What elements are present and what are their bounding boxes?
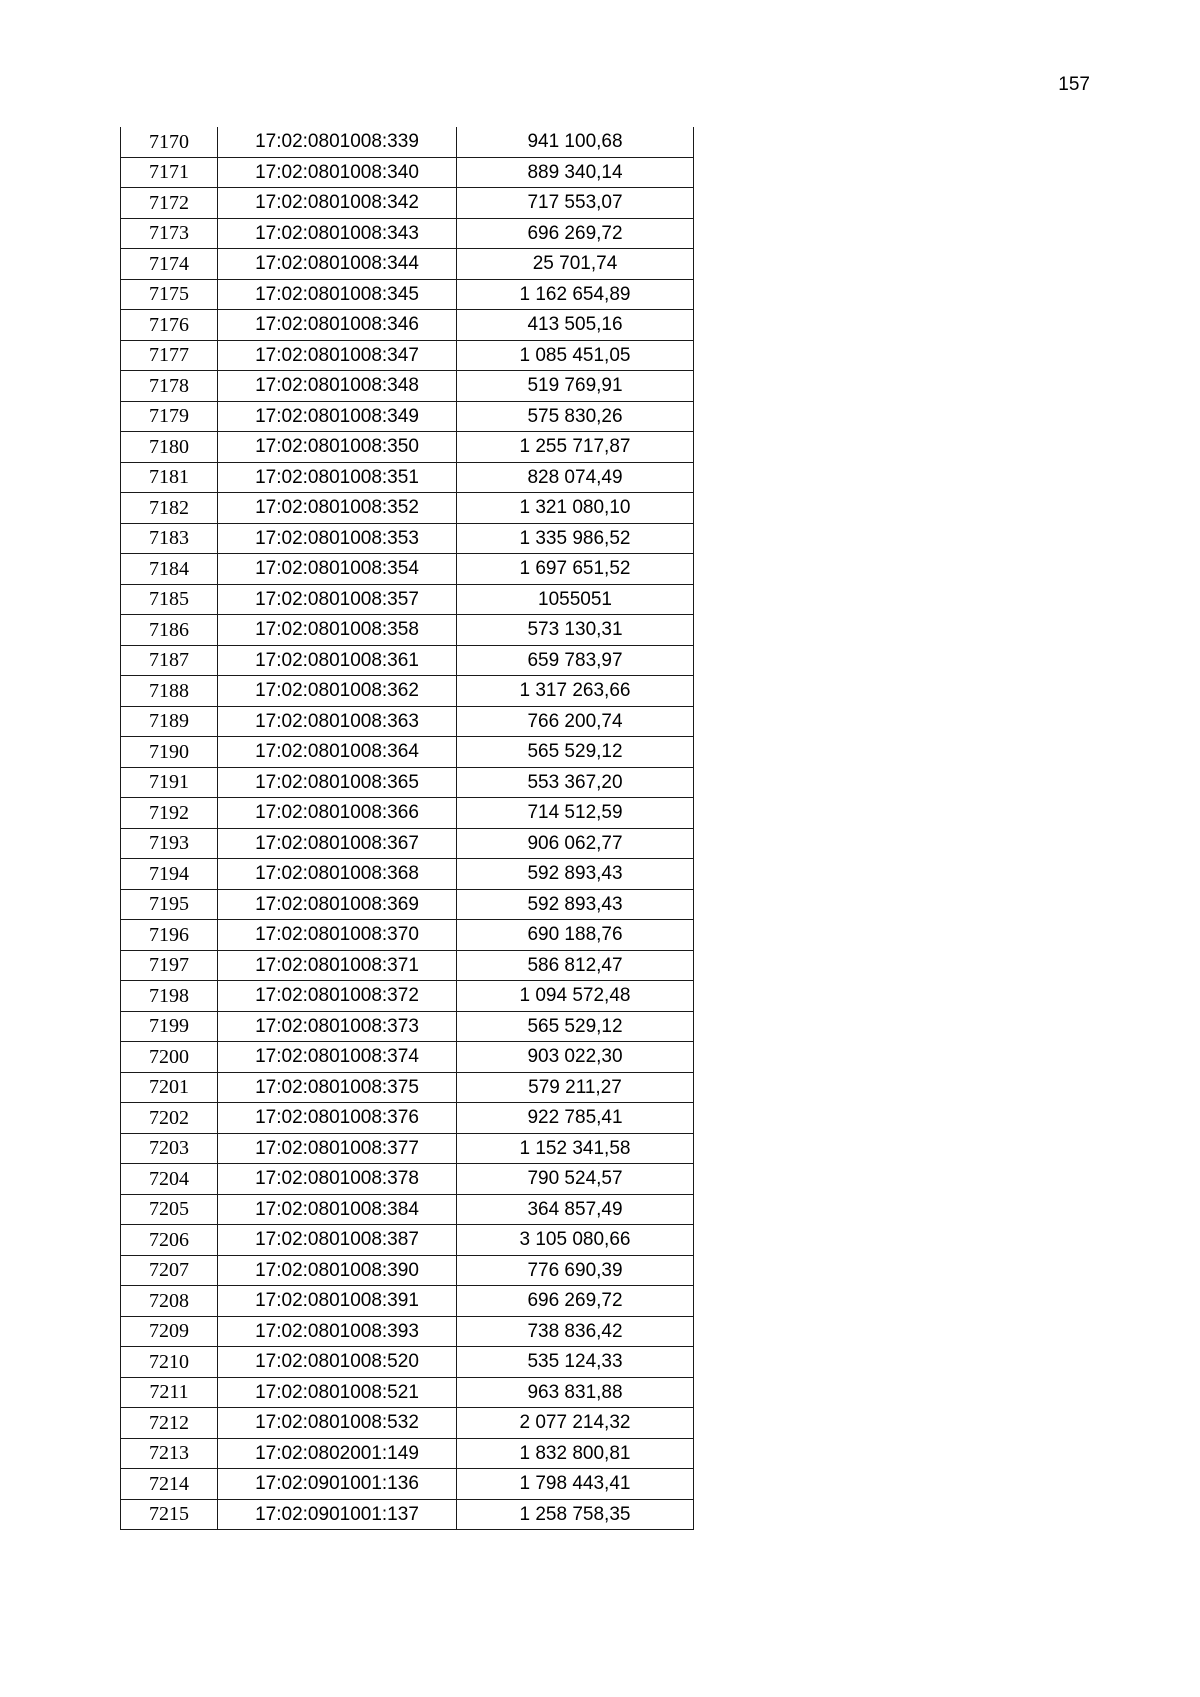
cadastral-number-cell: 17:02:0801008:353 (218, 523, 457, 554)
cadastral-value-cell: 1 152 341,58 (457, 1133, 694, 1164)
table-row (121, 615, 694, 646)
row-number-cell: 7172 (121, 188, 218, 219)
table-row (121, 1072, 694, 1103)
cadastral-number-cell: 17:02:0801008:377 (218, 1133, 457, 1164)
cadastral-number-cell: 17:02:0801008:343 (218, 218, 457, 249)
row-number-cell: 7180 (121, 432, 218, 463)
row-number-cell: 7204 (121, 1164, 218, 1195)
row-number-cell: 7197 (121, 950, 218, 981)
cadastral-number-cell: 17:02:0801008:372 (218, 981, 457, 1012)
row-number-cell: 7205 (121, 1194, 218, 1225)
table-body (121, 127, 694, 1530)
table-row (121, 767, 694, 798)
table-row (121, 706, 694, 737)
table-row (121, 188, 694, 219)
cadastral-number-cell: 17:02:0801008:364 (218, 737, 457, 768)
table-row (121, 127, 694, 157)
cadastral-number-cell: 17:02:0801008:384 (218, 1194, 457, 1225)
cadastral-number-cell: 17:02:0901001:137 (218, 1499, 457, 1530)
cadastral-number-cell: 17:02:0801008:368 (218, 859, 457, 890)
row-number-cell: 7206 (121, 1225, 218, 1256)
cadastral-value-cell: 1 832 800,81 (457, 1438, 694, 1469)
row-number-cell: 7194 (121, 859, 218, 890)
cadastral-number-cell: 17:02:0801008:391 (218, 1286, 457, 1317)
cadastral-value-cell: 2 077 214,32 (457, 1408, 694, 1439)
cadastral-number-cell: 17:02:0801008:361 (218, 645, 457, 676)
table-row (121, 340, 694, 371)
cadastral-value-cell: 714 512,59 (457, 798, 694, 829)
cadastral-value-cell: 659 783,97 (457, 645, 694, 676)
cadastral-number-cell: 17:02:0801008:366 (218, 798, 457, 829)
cadastral-value-cell: 1 255 717,87 (457, 432, 694, 463)
table-row (121, 1133, 694, 1164)
table-row (121, 1316, 694, 1347)
cadastral-number-cell: 17:02:0801008:378 (218, 1164, 457, 1195)
table-row (121, 1164, 694, 1195)
cadastral-number-cell: 17:02:0801008:346 (218, 310, 457, 341)
table-row (121, 1103, 694, 1134)
cadastral-value-table (120, 127, 694, 1530)
row-number-cell: 7186 (121, 615, 218, 646)
cadastral-value-cell: 963 831,88 (457, 1377, 694, 1408)
table-row (121, 1499, 694, 1530)
cadastral-number-cell: 17:02:0801008:344 (218, 249, 457, 280)
cadastral-number-cell: 17:02:0801008:375 (218, 1072, 457, 1103)
row-number-cell: 7210 (121, 1347, 218, 1378)
row-number-cell: 7203 (121, 1133, 218, 1164)
cadastral-value-cell: 1 697 651,52 (457, 554, 694, 585)
cadastral-number-cell: 17:02:0901001:136 (218, 1469, 457, 1500)
row-number-cell: 7176 (121, 310, 218, 341)
row-number-cell: 7208 (121, 1286, 218, 1317)
table-row (121, 889, 694, 920)
cadastral-number-cell: 17:02:0801008:390 (218, 1255, 457, 1286)
row-number-cell: 7209 (121, 1316, 218, 1347)
table-row (121, 1255, 694, 1286)
row-number-cell: 7200 (121, 1042, 218, 1073)
table-row (121, 493, 694, 524)
row-number-cell: 7202 (121, 1103, 218, 1134)
table-row (121, 676, 694, 707)
table-row (121, 523, 694, 554)
row-number-cell: 7215 (121, 1499, 218, 1530)
cadastral-value-cell: 766 200,74 (457, 706, 694, 737)
table-row (121, 1377, 694, 1408)
table-row (121, 1469, 694, 1500)
row-number-cell: 7198 (121, 981, 218, 1012)
cadastral-value-cell: 25 701,74 (457, 249, 694, 280)
table-row (121, 981, 694, 1012)
cadastral-value-cell: 696 269,72 (457, 1286, 694, 1317)
cadastral-value-cell: 776 690,39 (457, 1255, 694, 1286)
table-row (121, 645, 694, 676)
page-number: 157 (1058, 74, 1090, 95)
cadastral-value-cell: 1 335 986,52 (457, 523, 694, 554)
row-number-cell: 7201 (121, 1072, 218, 1103)
cadastral-number-cell: 17:02:0801008:520 (218, 1347, 457, 1378)
table-row (121, 1011, 694, 1042)
cadastral-value-cell: 690 188,76 (457, 920, 694, 951)
cadastral-value-cell: 941 100,68 (457, 127, 694, 157)
cadastral-value-cell: 1 798 443,41 (457, 1469, 694, 1500)
cadastral-number-cell: 17:02:0801008:350 (218, 432, 457, 463)
cadastral-value-cell: 553 367,20 (457, 767, 694, 798)
cadastral-value-cell: 1 085 451,05 (457, 340, 694, 371)
cadastral-value-cell: 889 340,14 (457, 157, 694, 188)
cadastral-value-cell: 717 553,07 (457, 188, 694, 219)
row-number-cell: 7182 (121, 493, 218, 524)
cadastral-value-cell: 3 105 080,66 (457, 1225, 694, 1256)
cadastral-value-cell: 519 769,91 (457, 371, 694, 402)
row-number-cell: 7193 (121, 828, 218, 859)
cadastral-number-cell: 17:02:0801008:387 (218, 1225, 457, 1256)
cadastral-value-cell: 1 317 263,66 (457, 676, 694, 707)
cadastral-number-cell: 17:02:0801008:371 (218, 950, 457, 981)
table-row (121, 1286, 694, 1317)
table-row (121, 737, 694, 768)
row-number-cell: 7192 (121, 798, 218, 829)
row-number-cell: 7212 (121, 1408, 218, 1439)
table-row (121, 1347, 694, 1378)
cadastral-number-cell: 17:02:0801008:342 (218, 188, 457, 219)
cadastral-value-cell: 413 505,16 (457, 310, 694, 341)
row-number-cell: 7174 (121, 249, 218, 280)
cadastral-value-cell: 364 857,49 (457, 1194, 694, 1225)
cadastral-number-cell: 17:02:0801008:357 (218, 584, 457, 615)
table-row (121, 218, 694, 249)
row-number-cell: 7177 (121, 340, 218, 371)
row-number-cell: 7185 (121, 584, 218, 615)
cadastral-value-cell: 696 269,72 (457, 218, 694, 249)
row-number-cell: 7195 (121, 889, 218, 920)
row-number-cell: 7171 (121, 157, 218, 188)
cadastral-value-cell: 586 812,47 (457, 950, 694, 981)
row-number-cell: 7189 (121, 706, 218, 737)
cadastral-number-cell: 17:02:0801008:393 (218, 1316, 457, 1347)
cadastral-number-cell: 17:02:0801008:349 (218, 401, 457, 432)
row-number-cell: 7175 (121, 279, 218, 310)
table-row (121, 1438, 694, 1469)
cadastral-number-cell: 17:02:0801008:348 (218, 371, 457, 402)
row-number-cell: 7178 (121, 371, 218, 402)
cadastral-value-cell: 565 529,12 (457, 1011, 694, 1042)
table-row (121, 1408, 694, 1439)
cadastral-number-cell: 17:02:0801008:521 (218, 1377, 457, 1408)
table-row (121, 950, 694, 981)
table-row (121, 157, 694, 188)
table-row (121, 462, 694, 493)
row-number-cell: 7213 (121, 1438, 218, 1469)
row-number-cell: 7183 (121, 523, 218, 554)
row-number-cell: 7173 (121, 218, 218, 249)
cadastral-number-cell: 17:02:0801008:347 (218, 340, 457, 371)
table-row (121, 249, 694, 280)
cadastral-number-cell: 17:02:0801008:369 (218, 889, 457, 920)
table-row (121, 584, 694, 615)
table-row (121, 798, 694, 829)
cadastral-number-cell: 17:02:0801008:351 (218, 462, 457, 493)
row-number-cell: 7190 (121, 737, 218, 768)
cadastral-number-cell: 17:02:0801008:373 (218, 1011, 457, 1042)
cadastral-number-cell: 17:02:0801008:352 (218, 493, 457, 524)
cadastral-value-cell: 828 074,49 (457, 462, 694, 493)
table-row (121, 1225, 694, 1256)
row-number-cell: 7199 (121, 1011, 218, 1042)
row-number-cell: 7181 (121, 462, 218, 493)
row-number-cell: 7196 (121, 920, 218, 951)
cadastral-value-cell: 592 893,43 (457, 889, 694, 920)
table-row (121, 310, 694, 341)
cadastral-number-cell: 17:02:0801008:340 (218, 157, 457, 188)
cadastral-number-cell: 17:02:0801008:362 (218, 676, 457, 707)
cadastral-number-cell: 17:02:0801008:367 (218, 828, 457, 859)
cadastral-value-cell: 906 062,77 (457, 828, 694, 859)
row-number-cell: 7184 (121, 554, 218, 585)
cadastral-number-cell: 17:02:0801008:363 (218, 706, 457, 737)
table-row (121, 432, 694, 463)
table-row (121, 920, 694, 951)
table-row (121, 371, 694, 402)
cadastral-value-cell: 1 162 654,89 (457, 279, 694, 310)
table-row (121, 554, 694, 585)
row-number-cell: 7207 (121, 1255, 218, 1286)
cadastral-number-cell: 17:02:0802001:149 (218, 1438, 457, 1469)
cadastral-value-cell: 738 836,42 (457, 1316, 694, 1347)
table-row (121, 828, 694, 859)
cadastral-value-cell: 535 124,33 (457, 1347, 694, 1378)
cadastral-value-cell: 1055051 (457, 584, 694, 615)
cadastral-value-cell: 1 094 572,48 (457, 981, 694, 1012)
row-number-cell: 7211 (121, 1377, 218, 1408)
table-row (121, 401, 694, 432)
cadastral-value-cell: 575 830,26 (457, 401, 694, 432)
row-number-cell: 7179 (121, 401, 218, 432)
cadastral-value-cell: 1 321 080,10 (457, 493, 694, 524)
cadastral-value-cell: 922 785,41 (457, 1103, 694, 1134)
cadastral-number-cell: 17:02:0801008:365 (218, 767, 457, 798)
cadastral-number-cell: 17:02:0801008:370 (218, 920, 457, 951)
cadastral-value-cell: 790 524,57 (457, 1164, 694, 1195)
cadastral-number-cell: 17:02:0801008:345 (218, 279, 457, 310)
row-number-cell: 7191 (121, 767, 218, 798)
cadastral-number-cell: 17:02:0801008:532 (218, 1408, 457, 1439)
cadastral-value-cell: 565 529,12 (457, 737, 694, 768)
cadastral-value-cell: 1 258 758,35 (457, 1499, 694, 1530)
row-number-cell: 7214 (121, 1469, 218, 1500)
table-row (121, 279, 694, 310)
cadastral-number-cell: 17:02:0801008:376 (218, 1103, 457, 1134)
cadastral-number-cell: 17:02:0801008:339 (218, 127, 457, 157)
cadastral-number-cell: 17:02:0801008:354 (218, 554, 457, 585)
row-number-cell: 7170 (121, 127, 218, 157)
cadastral-value-cell: 573 130,31 (457, 615, 694, 646)
table-row (121, 1042, 694, 1073)
cadastral-value-cell: 903 022,30 (457, 1042, 694, 1073)
cadastral-value-cell: 579 211,27 (457, 1072, 694, 1103)
table-row (121, 1194, 694, 1225)
cadastral-value-cell: 592 893,43 (457, 859, 694, 890)
cadastral-number-cell: 17:02:0801008:358 (218, 615, 457, 646)
row-number-cell: 7188 (121, 676, 218, 707)
cadastral-number-cell: 17:02:0801008:374 (218, 1042, 457, 1073)
row-number-cell: 7187 (121, 645, 218, 676)
table-row (121, 859, 694, 890)
